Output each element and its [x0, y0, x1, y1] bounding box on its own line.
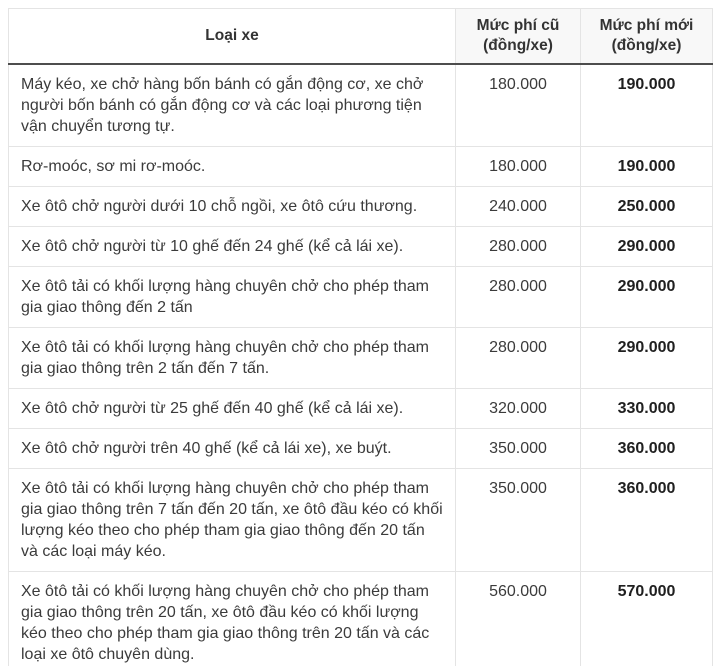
old-fee-cell: 180.000 — [456, 147, 581, 187]
vehicle-type-cell: Xe ôtô chở người trên 40 ghế (kể cả lái xe), xe buýt. — [9, 429, 456, 469]
old-fee-cell: 320.000 — [456, 389, 581, 429]
column-header-old-fee — [456, 9, 581, 65]
column-header-sublabel: (đồng/xe) — [611, 37, 682, 54]
old-fee-cell: 350.000 — [456, 429, 581, 469]
vehicle-type-cell: Máy kéo, xe chở hàng bốn bánh có gắn động cơ, xe chở người bốn bánh có gắn động cơ và các loại phương tiện vận chuyển tương tự. — [9, 64, 456, 147]
new-fee-cell: 290.000 — [581, 227, 713, 267]
new-fee-cell: 330.000 — [581, 389, 713, 429]
old-fee-cell: 240.000 — [456, 187, 581, 227]
table-row — [9, 572, 713, 666]
new-fee-cell: 290.000 — [581, 267, 713, 328]
new-fee-cell: 290.000 — [581, 328, 713, 389]
column-header-label: Mức phí cũ — [476, 17, 560, 34]
table-row — [9, 429, 713, 469]
column-header-label: Loại xe — [205, 27, 259, 44]
table-row — [9, 389, 713, 429]
old-fee-cell: 350.000 — [456, 469, 581, 572]
old-fee-cell: 560.000 — [456, 572, 581, 666]
old-fee-cell: 280.000 — [456, 267, 581, 328]
old-fee-cell: 180.000 — [456, 64, 581, 147]
fee-table-body — [9, 64, 713, 666]
new-fee-cell: 360.000 — [581, 469, 713, 572]
vehicle-type-cell: Xe ôtô chở người dưới 10 chỗ ngồi, xe ôtô cứu thương. — [9, 187, 456, 227]
table-row — [9, 147, 713, 187]
table-row — [9, 267, 713, 328]
vehicle-type-cell: Xe ôtô chở người từ 10 ghế đến 24 ghế (kể cả lái xe). — [9, 227, 456, 267]
column-header-new-fee — [581, 9, 713, 65]
header-row — [9, 9, 713, 65]
table-row — [9, 328, 713, 389]
vehicle-type-cell: Xe ôtô tải có khối lượng hàng chuyên chở cho phép tham gia giao thông trên 7 tấn đến 20 tấn, xe ôtô đầu kéo có khối lượng kéo theo cho phép tham gia giao thông đến 20 tấn và các loại máy kéo. — [9, 469, 456, 572]
table-row — [9, 469, 713, 572]
column-header-sublabel: (đồng/xe) — [483, 37, 553, 54]
column-header-vehicle-type — [9, 9, 456, 65]
vehicle-type-cell: Xe ôtô chở người từ 25 ghế đến 40 ghế (kể cả lái xe). — [9, 389, 456, 429]
vehicle-type-cell: Xe ôtô tải có khối lượng hàng chuyên chở cho phép tham gia giao thông trên 2 tấn đến 7 tấn. — [9, 328, 456, 389]
table-row — [9, 187, 713, 227]
vehicle-type-cell: Xe ôtô tải có khối lượng hàng chuyên chở cho phép tham gia giao thông đến 2 tấn — [9, 267, 456, 328]
new-fee-cell: 190.000 — [581, 147, 713, 187]
new-fee-cell: 190.000 — [581, 64, 713, 147]
old-fee-cell: 280.000 — [456, 328, 581, 389]
table-row — [9, 64, 713, 147]
column-header-label: Mức phí mới — [599, 17, 694, 34]
table-row — [9, 227, 713, 267]
vehicle-type-cell: Rơ-moóc, sơ mi rơ-moóc. — [9, 147, 456, 187]
vehicle-type-cell: Xe ôtô tải có khối lượng hàng chuyên chở cho phép tham gia giao thông trên 20 tấn, xe ôtô đầu kéo có khối lượng kéo theo cho phép tham gia giao thông trên 20 tấn và các loại xe ôtô chuyên dùng. — [9, 572, 456, 666]
vehicle-fee-table — [8, 8, 713, 666]
new-fee-cell: 570.000 — [581, 572, 713, 666]
old-fee-cell: 280.000 — [456, 227, 581, 267]
new-fee-cell: 360.000 — [581, 429, 713, 469]
new-fee-cell: 250.000 — [581, 187, 713, 227]
